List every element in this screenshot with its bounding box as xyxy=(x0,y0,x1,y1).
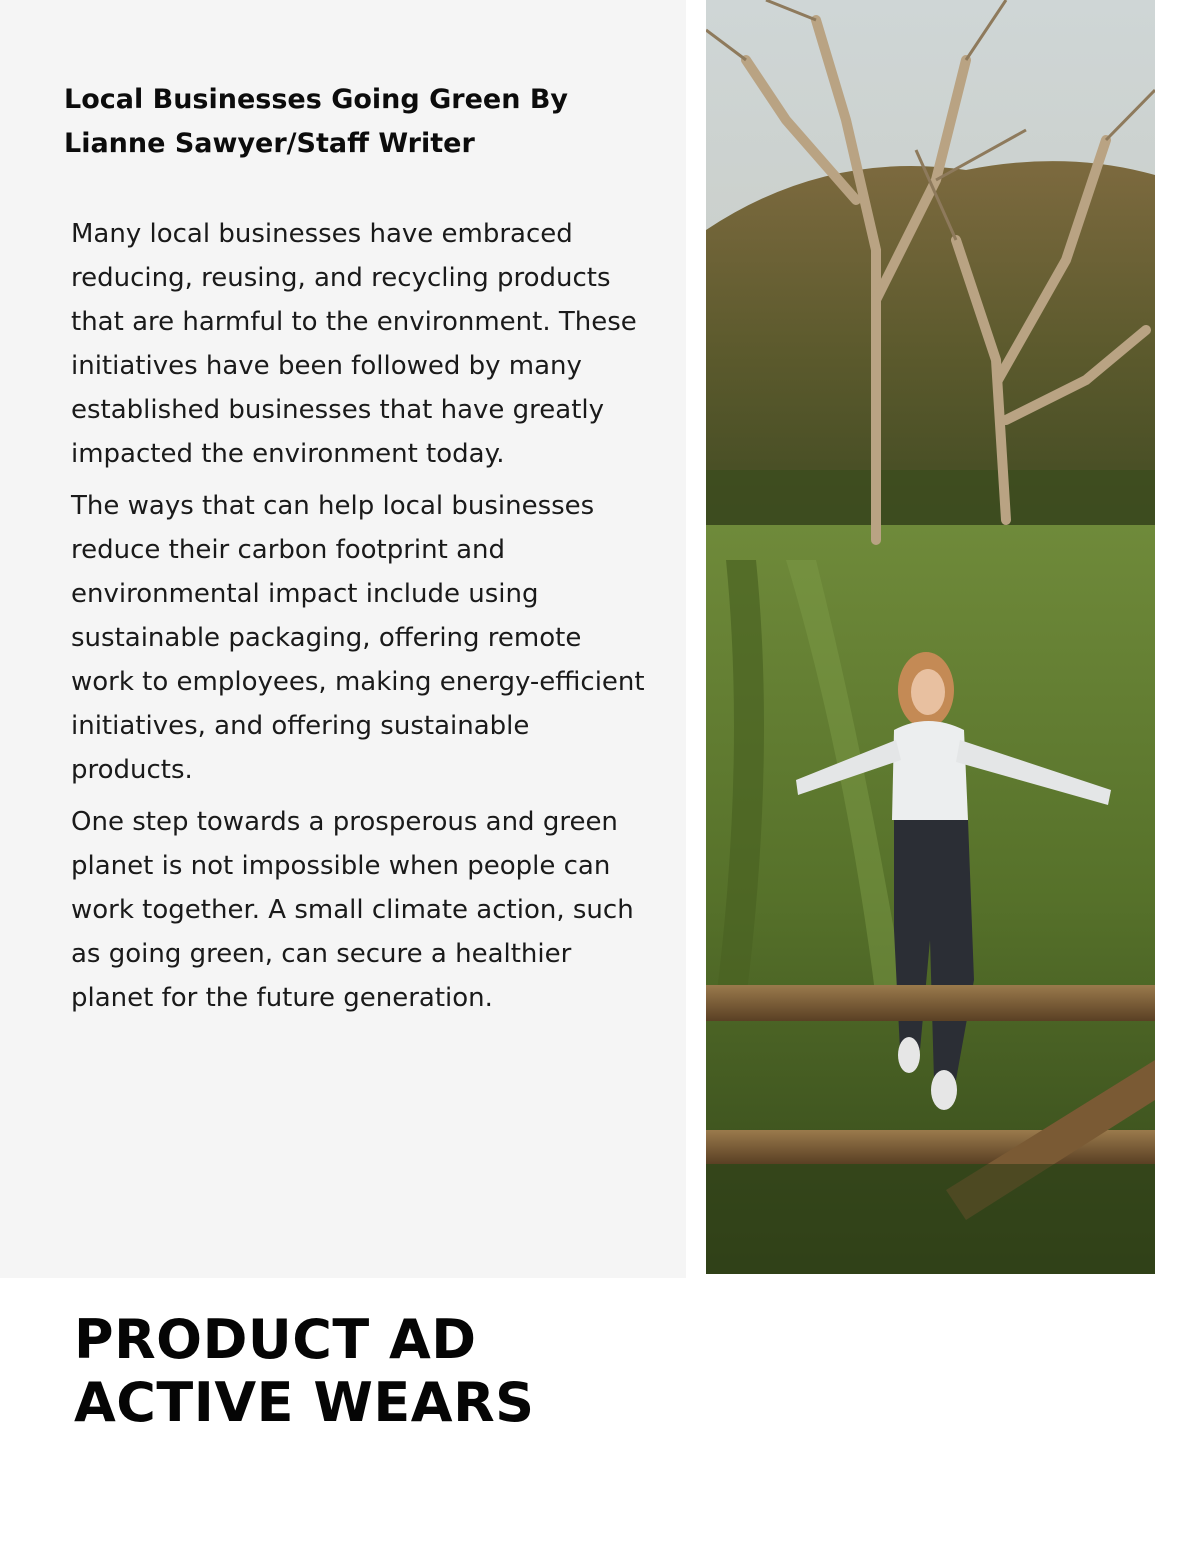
article-panel xyxy=(0,0,686,1278)
ad-heading-line2: ACTIVE WEARS xyxy=(74,1371,535,1434)
woman-in-field-photo xyxy=(706,0,1155,1274)
article-paragraph-3: One step towards a prosperous and green planet is not impossible when people can work together. A small climate action, such as going green, can secure a healthier planet for the future generation. xyxy=(71,807,634,1013)
ad-heading-line1: PRODUCT AD xyxy=(74,1308,477,1371)
product-ad-heading xyxy=(74,1308,674,1434)
headline-title: Local Businesses Going Green By xyxy=(64,84,569,115)
article-paragraph-2: The ways that can help local businesses reduce their carbon footprint and environmental impact include using sustainable packaging, offering remote work to employees, making energy-efficient initiatives, and offering sustainable products. xyxy=(71,491,645,785)
article-body xyxy=(71,212,651,1028)
article-paragraph-1: Many local businesses have embraced reducing, reusing, and recycling products that are harmful to the environment. These initiatives have been followed by many established businesses that have greatly impacted the environment today. xyxy=(71,219,637,469)
article-headline xyxy=(64,78,624,166)
headline-byline: Lianne Sawyer/Staff Writer xyxy=(64,128,475,159)
